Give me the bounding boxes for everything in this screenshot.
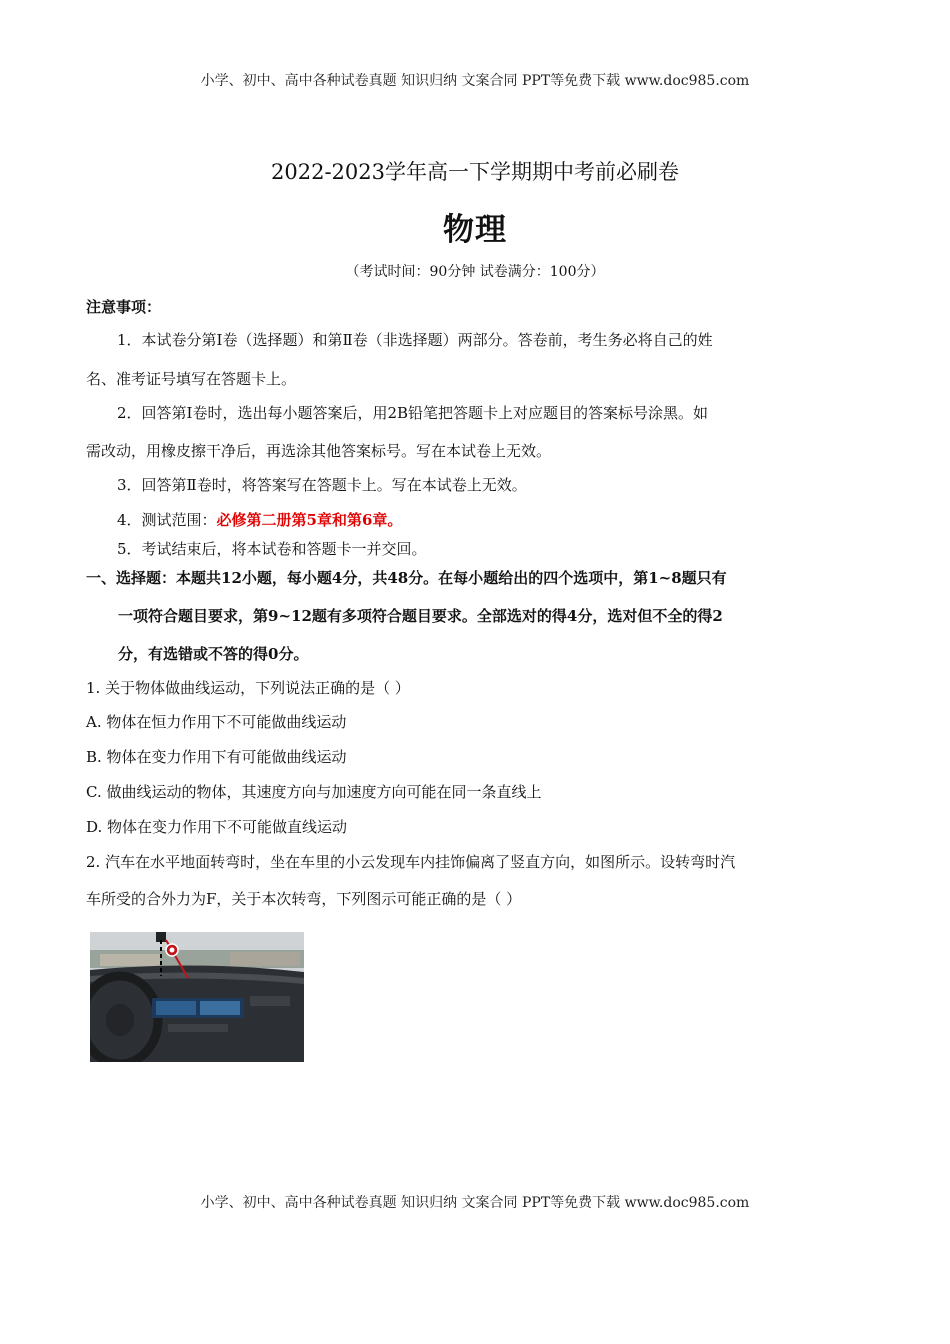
question-1-option-a: A. 物体在恒力作用下不可能做曲线运动 bbox=[86, 713, 347, 731]
note-item-4 bbox=[117, 509, 402, 530]
test-scope-highlight: 必修第二册第5章和第6章。 bbox=[216, 511, 403, 529]
question-2-stem-line-2: 车所受的合外力为F，关于本次转弯，下列图示可能正确的是（ ） bbox=[86, 890, 522, 908]
note-item-4-prefix: 4．测试范围： bbox=[117, 511, 217, 529]
notes-heading: 注意事项： bbox=[86, 298, 162, 316]
page-footer: 小学、初中、高中各种试卷真题 知识归纳 文案合同 PPT等免费下载 www.doc985.com bbox=[200, 1195, 750, 1211]
car-interior-illustration bbox=[90, 932, 304, 1062]
exam-info: （考试时间：90分钟 试卷满分：100分） bbox=[345, 264, 605, 280]
note-item-1-line-1: 1．本试卷分第Ⅰ卷（选择题）和第Ⅱ卷（非选择题）两部分。答卷前，考生务必将自己的姓 bbox=[117, 331, 713, 349]
section-1-line-1: 一、选择题：本题共12小题，每小题4分，共48分。在每小题给出的四个选项中，第1~8题只有 bbox=[86, 569, 727, 587]
question-1-option-c: C. 做曲线运动的物体，其速度方向与加速度方向可能在同一条直线上 bbox=[86, 783, 542, 801]
page-header: 小学、初中、高中各种试卷真题 知识归纳 文案合同 PPT等免费下载 www.doc985.com bbox=[200, 73, 750, 89]
note-item-2-line-1: 2．回答第Ⅰ卷时，选出每小题答案后，用2B铅笔把答题卡上对应题目的答案标号涂黑。如 bbox=[117, 404, 709, 422]
subject-title: 物理 bbox=[443, 212, 507, 248]
note-item-3: 3．回答第Ⅱ卷时，将答案写在答题卡上。写在本试卷上无效。 bbox=[117, 476, 527, 494]
question-1-stem: 1. 关于物体做曲线运动，下列说法正确的是（ ） bbox=[86, 679, 410, 697]
question-2-stem-line-1: 2. 汽车在水平地面转弯时，坐在车里的小云发现车内挂饰偏离了竖直方向，如图所示。设转弯时汽 bbox=[86, 853, 736, 871]
car-interior-photo bbox=[90, 932, 304, 1062]
note-item-1-line-2: 名、准考证号填写在答题卡上。 bbox=[86, 370, 297, 388]
section-1-line-3: 分，有选错或不答的得0分。 bbox=[118, 645, 309, 663]
question-1-option-b: B. 物体在变力作用下有可能做曲线运动 bbox=[86, 748, 347, 766]
note-item-2-line-2: 需改动，用橡皮擦干净后，再选涂其他答案标号。写在本试卷上无效。 bbox=[86, 442, 552, 460]
exam-title: 2022-2023学年高一下学期期中考前必刷卷 bbox=[271, 160, 679, 184]
note-item-5: 5．考试结束后，将本试卷和答题卡一并交回。 bbox=[117, 540, 427, 558]
section-1-line-2: 一项符合题目要求，第9~12题有多项符合题目要求。全部选对的得4分，选对但不全的得2 bbox=[118, 607, 723, 625]
question-1-option-d: D. 物体在变力作用下不可能做直线运动 bbox=[86, 818, 348, 836]
